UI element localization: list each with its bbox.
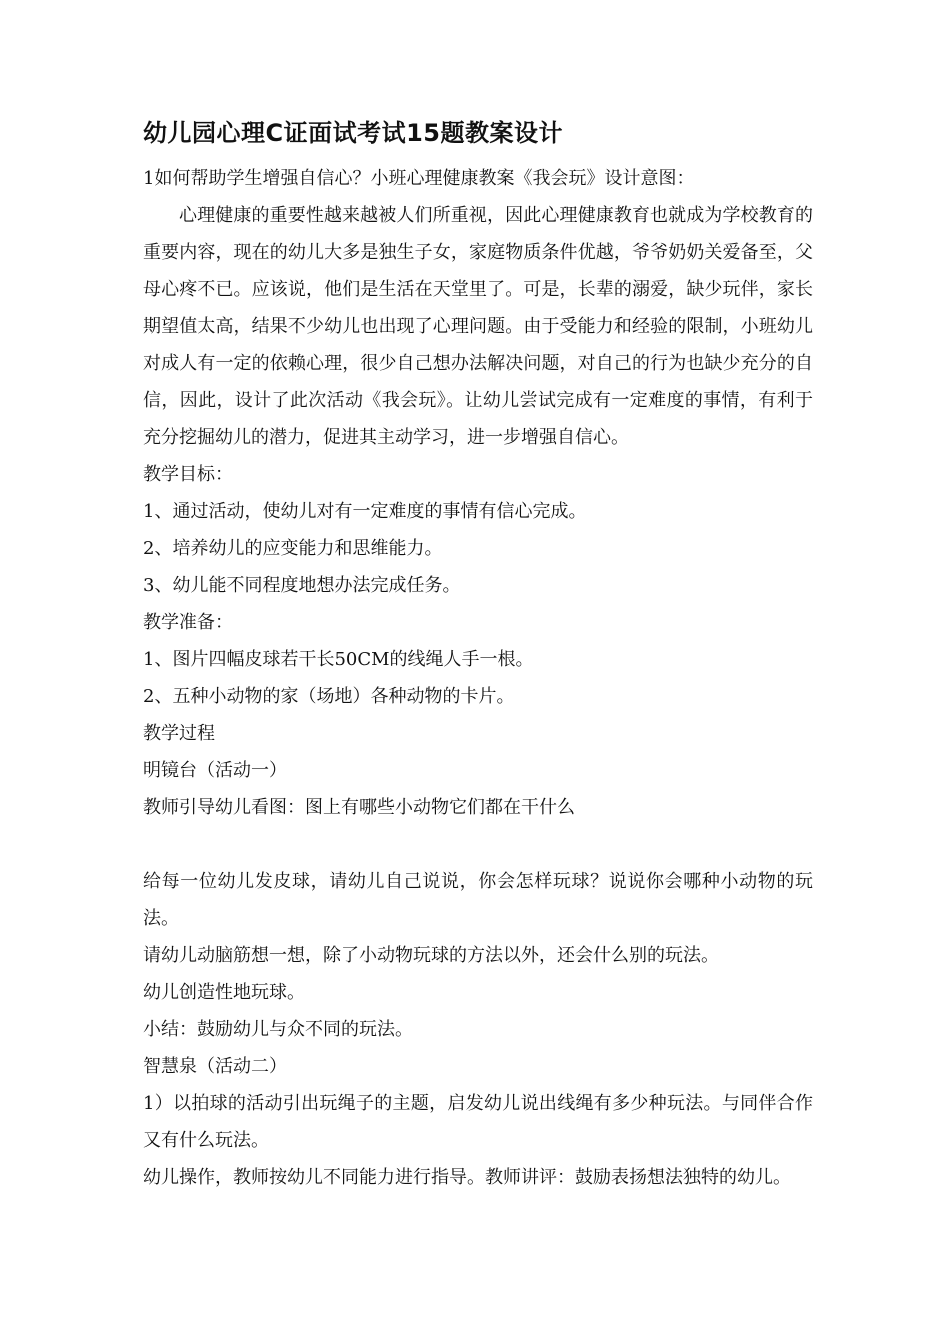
summary-1: 小结：鼓励幼儿与众不同的玩法。 <box>143 1019 413 1040</box>
blank-line <box>143 826 813 863</box>
goal-item-2: 2、培养幼儿的应变能力和思维能力。 <box>143 538 443 559</box>
process-step-5: 1）以拍球的活动引出玩绳子的主题，启发幼儿说出线绳有多少种玩法。与同伴合作又有什么玩法。 <box>143 1093 813 1151</box>
process-step-1: 教师引导幼儿看图：图上有哪些小动物它们都在干什么 <box>143 797 575 818</box>
prep-item-2: 2、五种小动物的家（场地）各种动物的卡片。 <box>143 686 515 707</box>
goal-item-1: 1、通过活动，使幼儿对有一定难度的事情有信心完成。 <box>143 501 587 522</box>
process-step-4: 幼儿创造性地玩球。 <box>143 982 305 1003</box>
intro-paragraph: 心理健康的重要性越来越被人们所重视，因此心理健康教育也就成为学校教育的重要内容，现在的幼儿大多是独生子女，家庭物质条件优越，爷爷奶奶关爱备至，父母心疼不已。应该说，他们是生活在天堂里了。可是，长辈的溺爱，缺少玩伴，家长期望值太高，结果不少幼儿也出现了心理问题。由于受能力和经验的限制，小班幼儿对成人有一定的依赖心理，很少自己想办法解决问题，对自己的行为也缺少充分的自信，因此，设计了此次活动《我会玩》。让幼儿尝试完成有一定难度的事情，有利于充分挖掘幼儿的潜力，促进其主动学习，进一步增强自信心。 <box>143 205 813 448</box>
process-heading: 教学过程 <box>143 723 215 744</box>
prep-heading: 教学准备： <box>143 612 233 633</box>
goal-item-3: 3、幼儿能不同程度地想办法完成任务。 <box>143 575 461 596</box>
prep-item-1: 1、图片四幅皮球若干长50CM的线绳人手一根。 <box>143 649 534 670</box>
process-step-2: 给每一位幼儿发皮球，请幼儿自己说说，你会怎样玩球？说说你会哪种小动物的玩法。 <box>143 871 813 929</box>
goals-heading: 教学目标： <box>143 464 233 485</box>
document-body <box>143 112 813 1196</box>
activity-2-heading: 智慧泉（活动二） <box>143 1056 287 1077</box>
process-step-6: 幼儿操作，教师按幼儿不同能力进行指导。教师讲评：鼓励表扬想法独特的幼儿。 <box>143 1167 791 1188</box>
question-line: 1如何帮助学生增强自信心？小班心理健康教案《我会玩》设计意图： <box>143 168 695 189</box>
activity-1-heading: 明镜台（活动一） <box>143 760 287 781</box>
process-step-3: 请幼儿动脑筋想一想，除了小动物玩球的方法以外，还会什么别的玩法。 <box>143 945 719 966</box>
document-title: 幼儿园心理C证面试考试15题教案设计 <box>143 119 564 147</box>
